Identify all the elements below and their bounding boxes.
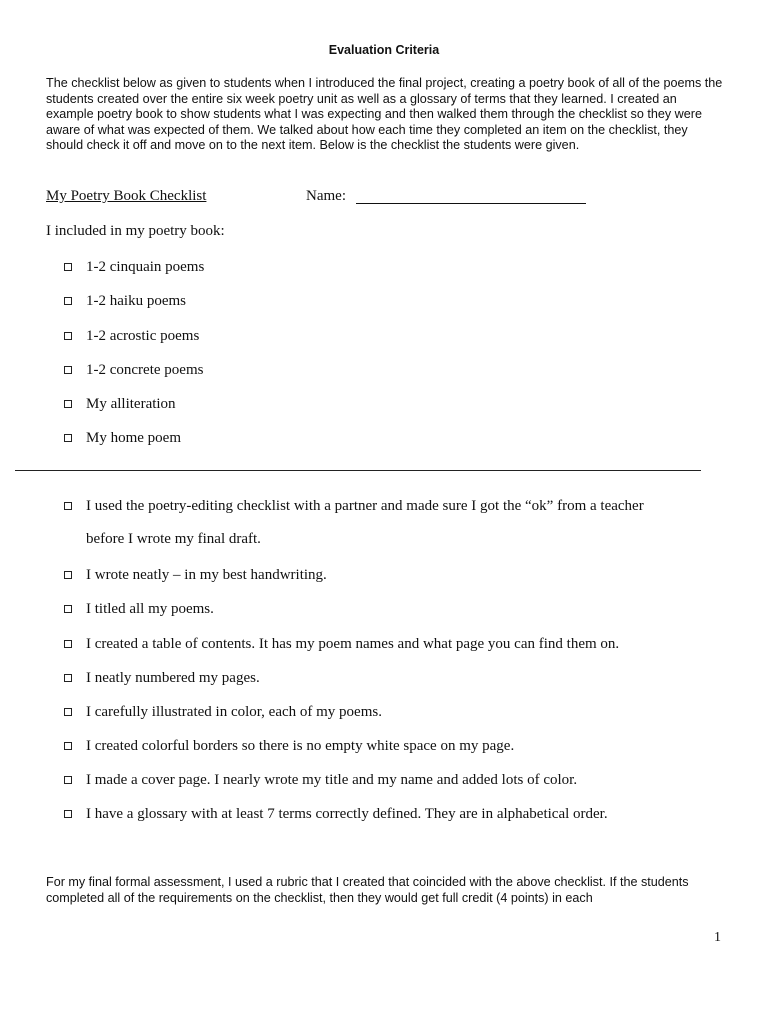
checklist-item-label: 1-2 acrostic poems bbox=[86, 327, 200, 344]
section-divider bbox=[15, 470, 701, 471]
checkbox-icon bbox=[64, 742, 72, 750]
checklist-item bbox=[64, 428, 181, 448]
checkbox-icon bbox=[64, 297, 72, 305]
checklist-item-label: I neatly numbered my pages. bbox=[86, 669, 260, 686]
page-title: Evaluation Criteria bbox=[328, 43, 440, 57]
checklist-item bbox=[64, 634, 619, 654]
checklist-item-label: 1-2 concrete poems bbox=[86, 361, 204, 378]
checklist-item-label: My alliteration bbox=[86, 395, 176, 412]
checklist-item-continuation: before I wrote my final draft. bbox=[86, 531, 261, 547]
checkbox-icon bbox=[64, 571, 72, 579]
checklist-item-label: My home poem bbox=[86, 429, 181, 446]
checklist-item bbox=[64, 702, 382, 722]
checklist-item-label: I have a glossary with at least 7 terms correctly defined. They are in alphabetical order. bbox=[86, 805, 608, 822]
included-label: I included in my poetry book: bbox=[46, 223, 225, 239]
checklist-item bbox=[64, 291, 186, 311]
page-number: 1 bbox=[714, 930, 721, 945]
checklist-item bbox=[64, 668, 260, 688]
assessment-paragraph: For my final formal assessment, I used a rubric that I created that coincided with the above checklist. If the students completed all of the requirements on the checklist, then they would get full credit (4 points) in each bbox=[46, 875, 689, 905]
checklist-item-label: 1-2 haiku poems bbox=[86, 292, 186, 309]
checkbox-icon bbox=[64, 400, 72, 408]
intro-paragraph: The checklist below as given to students when I introduced the final project, creating a poetry book of all of the poems the students created over the entire six week poetry unit as well as a glossary of terms that they learned. I created an example poetry book to show students what I was expecting and then walked them through the checklist so they were aware of what was expected of them. We talked about how each time they completed an item on the checklist, they should check it off and move on to the next item. Below is the checklist the students were given. bbox=[46, 76, 723, 153]
checklist-item-label: I carefully illustrated in color, each of my poems. bbox=[86, 703, 382, 720]
checklist-item bbox=[64, 565, 327, 585]
checklist-item-label: I made a cover page. I nearly wrote my title and my name and added lots of color. bbox=[86, 771, 578, 788]
name-blank-line bbox=[356, 203, 586, 204]
checklist-item bbox=[64, 804, 608, 824]
checkbox-icon bbox=[64, 605, 72, 613]
checklist-title-text: My Poetry Book Checklist bbox=[46, 188, 207, 204]
checklist-item-label: I used the poetry-editing checklist with a partner and made sure I got the “ok” from a teacher bbox=[86, 497, 644, 514]
checkbox-icon bbox=[64, 810, 72, 818]
checklist-item bbox=[64, 360, 203, 380]
checklist-item bbox=[64, 394, 176, 414]
checkbox-icon bbox=[64, 640, 72, 648]
checkbox-icon bbox=[64, 708, 72, 716]
checklist-item-label: I wrote neatly – in my best handwriting. bbox=[86, 566, 327, 583]
checklist-item bbox=[64, 257, 204, 277]
checkbox-icon bbox=[64, 776, 72, 784]
checkbox-icon bbox=[64, 263, 72, 271]
checkbox-icon bbox=[64, 434, 72, 442]
checklist-title bbox=[46, 188, 210, 205]
checkbox-icon bbox=[64, 674, 72, 682]
checkbox-icon bbox=[64, 366, 72, 374]
checklist-item bbox=[64, 326, 199, 346]
checkbox-icon bbox=[64, 332, 72, 340]
checkbox-icon bbox=[64, 502, 72, 510]
checklist-item-label: 1-2 cinquain poems bbox=[86, 258, 205, 275]
checklist-item bbox=[64, 496, 644, 516]
checklist-item-label: I created a table of contents. It has my poem names and what page you can find them on. bbox=[86, 635, 620, 652]
name-label: Name: bbox=[306, 188, 346, 204]
checklist-item bbox=[64, 736, 514, 756]
checklist-item-label: I created colorful borders so there is no empty white space on my page. bbox=[86, 737, 515, 754]
checklist-item bbox=[64, 770, 577, 790]
checklist-item-label: I titled all my poems. bbox=[86, 600, 214, 617]
checklist-item bbox=[64, 599, 214, 619]
